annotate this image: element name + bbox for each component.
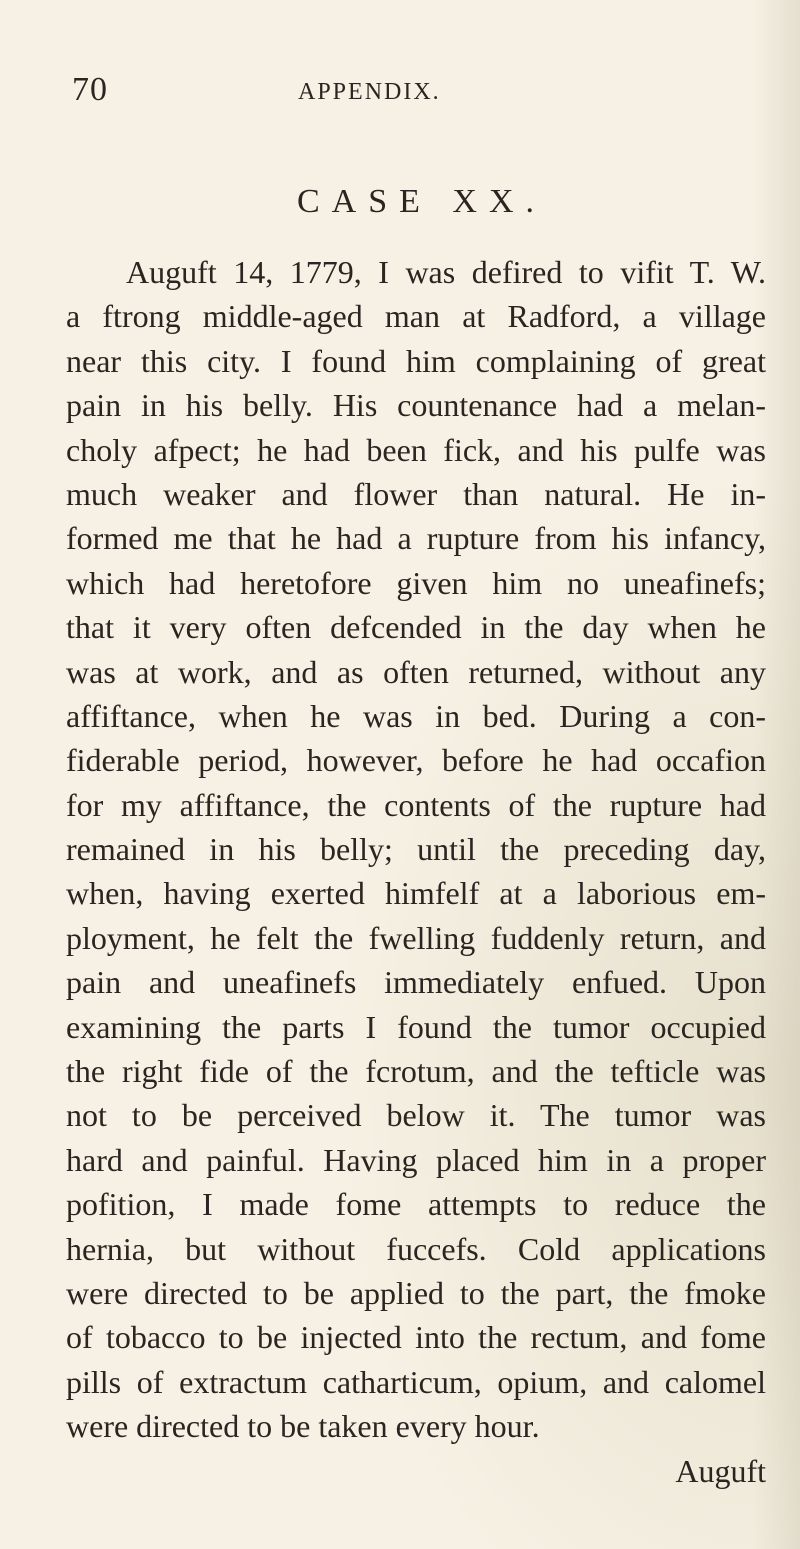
text-line: pain in his belly. His countenance had a melan- [66, 387, 766, 424]
text-line: the right fide of the fcrotum, and the tefticle was [66, 1053, 766, 1090]
text-line: hernia, but without fuccefs. Cold applications [66, 1230, 766, 1267]
text-line: remained in his belly; until the preceding day, [66, 831, 766, 868]
text-line: pofition, I made fome attempts to reduce the [66, 1186, 766, 1223]
running-title: APPENDIX. [298, 79, 441, 105]
text-line: pills of extractum catharticum, opium, and calomel [66, 1363, 766, 1400]
running-head [0, 70, 800, 110]
text-line: much weaker and flower than natural. He in- [66, 475, 766, 512]
text-line: when, having exerted himfelf at a laborious em- [66, 875, 766, 912]
text-line: examining the parts I found the tumor occupied [66, 1008, 766, 1045]
text-line: for my affiftance, the contents of the rupture had [66, 786, 766, 823]
text-line: pain and uneafinefs immediately enfued. Upon [66, 964, 766, 1001]
text-line: which had heretofore given him no uneafinefs; [66, 564, 766, 601]
text-line: near this city. I found him complaining of great [66, 342, 766, 379]
catchword: Auguft [675, 1452, 766, 1489]
text-line: choly afpect; he had been fick, and his pulfe was [66, 431, 766, 468]
text-line: ployment, he felt the fwelling fuddenly return, and [66, 919, 766, 956]
text-line: were directed to be taken every hour. [66, 1408, 540, 1445]
text-line: affiftance, when he was in bed. During a con- [66, 697, 766, 734]
text-line: was at work, and as often returned, without any [66, 653, 766, 690]
text-line: fiderable period, however, before he had occafion [66, 742, 766, 779]
text-line: that it very often defcended in the day when he [66, 609, 766, 646]
text-line: Auguft 14, 1779, I was defired to vifit T. W. [126, 254, 766, 290]
text-line: hard and painful. Having placed him in a proper [66, 1141, 766, 1178]
text-line: not to be perceived below it. The tumor was [66, 1097, 766, 1134]
text-line: were directed to be applied to the part, the fmoke [66, 1274, 766, 1311]
case-paragraph [66, 250, 766, 1493]
text-line: of tobacco to be injected into the rectum, and fome [66, 1319, 766, 1356]
text-line: a ftrong middle-aged man at Radford, a village [66, 298, 766, 335]
page-number: 70 [72, 71, 108, 108]
case-heading: CASE XX. [297, 183, 547, 220]
text-line: formed me that he had a rupture from his infancy, [66, 520, 766, 557]
